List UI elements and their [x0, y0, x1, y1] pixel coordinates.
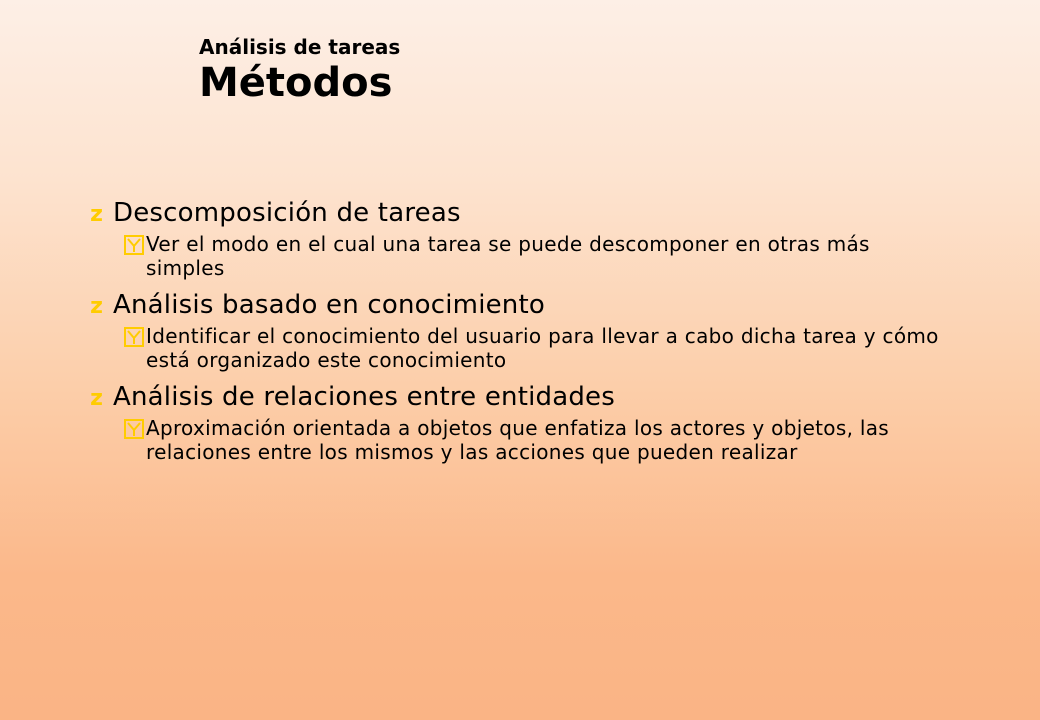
- slide-title: Métodos: [199, 60, 393, 106]
- sub-item-label: Identificar el conocimiento del usuario para llevar a cabo dicha tarea y cómo está organizado este conocimiento: [146, 324, 939, 372]
- bullet-list: [80, 196, 980, 472]
- checkbox-icon: [124, 419, 146, 439]
- sub-item-label: Ver el modo en el cual una tarea se puede descomponer en otras más simples: [146, 232, 870, 280]
- item-label: Descomposición de tareas: [113, 198, 461, 228]
- list-item: [80, 196, 980, 280]
- checkbox-icon: [124, 235, 146, 255]
- list-item: [80, 380, 980, 464]
- bullet-z-icon: z: [90, 294, 103, 319]
- sub-item: [124, 232, 980, 280]
- item-label: Análisis basado en conocimiento: [113, 290, 545, 320]
- slide-subtitle: Análisis de tareas: [199, 35, 401, 59]
- slide-header: [199, 34, 400, 106]
- list-item: [80, 288, 980, 372]
- sub-item: [124, 324, 980, 372]
- sub-item: [124, 416, 980, 464]
- bullet-z-icon: z: [90, 202, 103, 227]
- bullet-z-icon: z: [90, 386, 103, 411]
- sub-item-label: Aproximación orientada a objetos que enfatiza los actores y objetos, las relaciones entre los mismos y las acciones que pueden realizar: [146, 416, 890, 464]
- checkbox-icon: [124, 327, 146, 347]
- item-label: Análisis de relaciones entre entidades: [113, 382, 615, 412]
